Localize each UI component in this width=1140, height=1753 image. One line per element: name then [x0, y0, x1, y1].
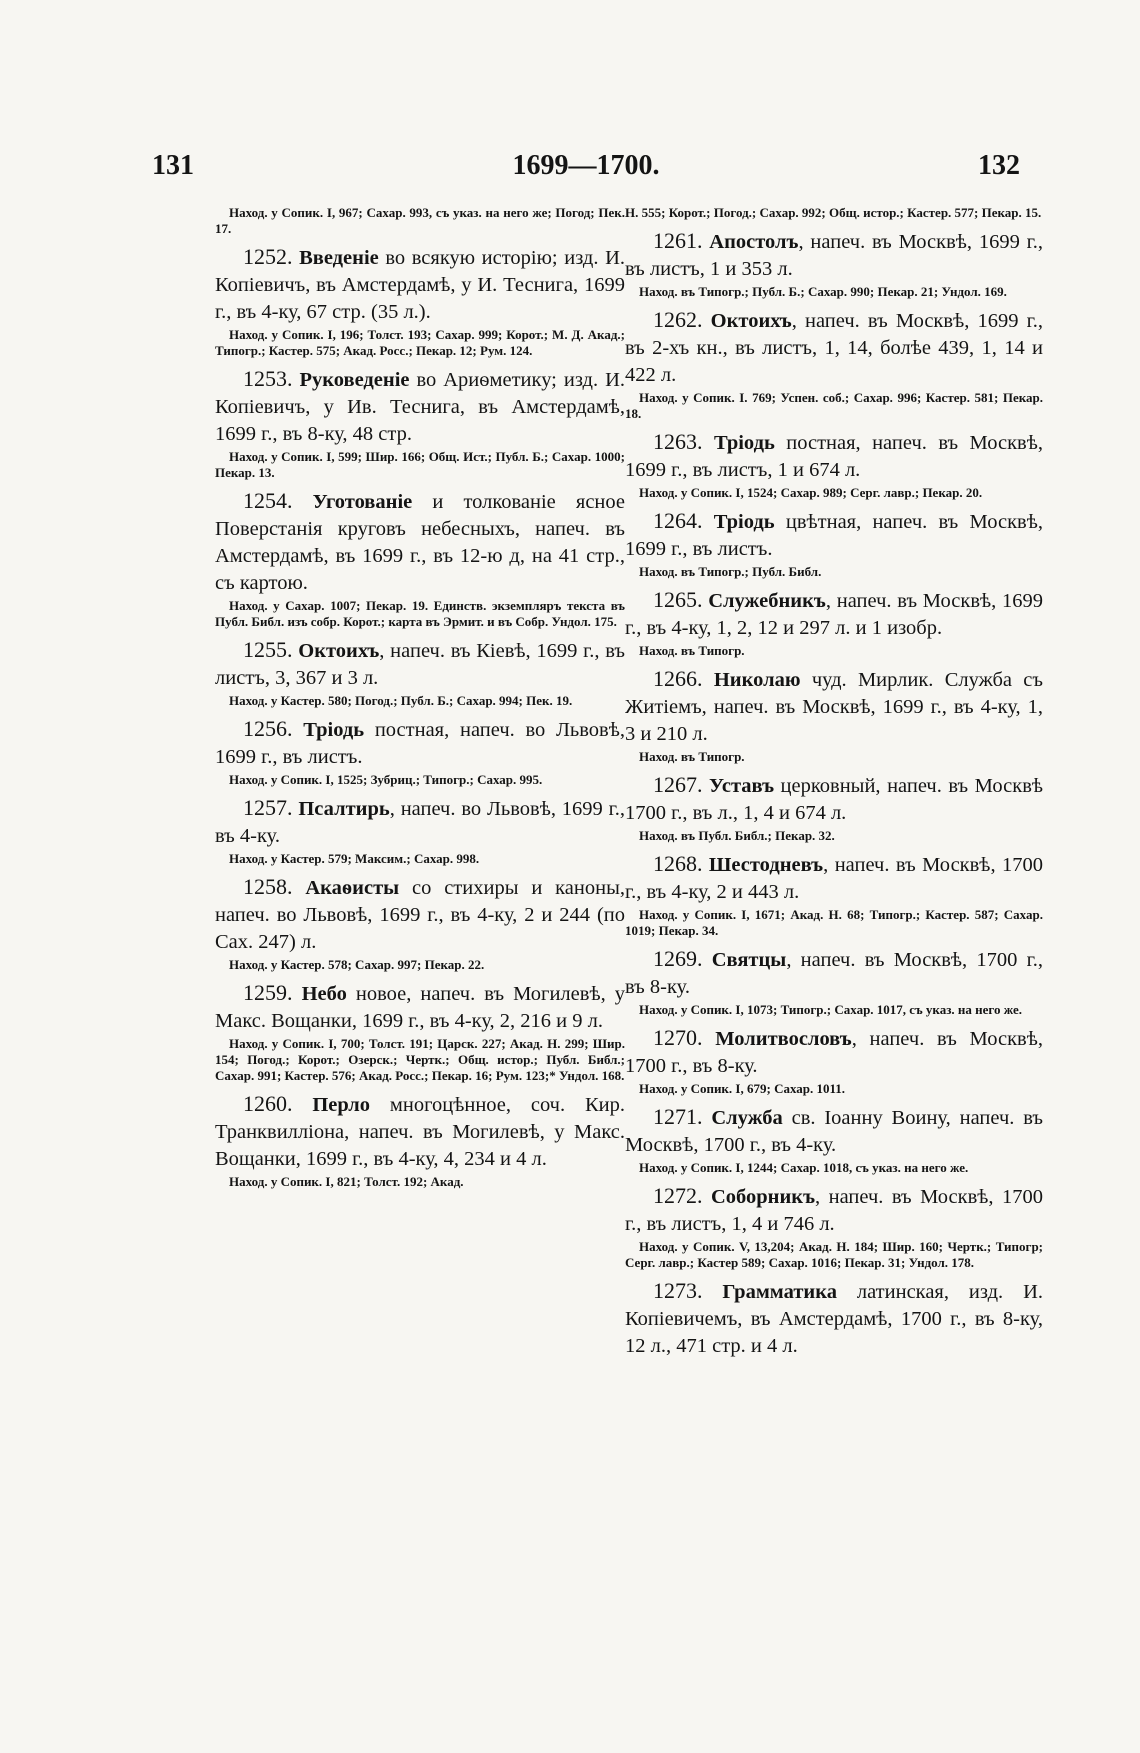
entry-title: Руковеденіе — [299, 369, 410, 391]
entry-details: , напеч. въ Москвѣ, 1700 г., въ 8-ку. — [625, 949, 1043, 998]
entry-number: 1264. — [653, 508, 703, 533]
entry-title: Октоихъ — [710, 310, 792, 332]
entry-details: чуд. Мирлик. Служба съ Житіемъ, напеч. въ Москвѣ, 1699 г., въ 4-ку, 1, 3 и 210 л. — [625, 669, 1044, 745]
entry-details: св. Іоанну Воину, напеч. въ Москвѣ, 1700 г., въ 4-ку. — [625, 1107, 1044, 1156]
entry-description — [215, 243, 625, 326]
entry-number: 1267. — [653, 772, 703, 797]
left-page-number: 131 — [152, 150, 194, 181]
entry-description — [625, 1277, 1043, 1360]
entry-details: во Ариѳметику; изд. И. Копіевичъ, у Ив. Теснига, въ Амстердамѣ, 1699 г., въ 8-ку, 48 стр. — [215, 369, 626, 445]
catalog-entry — [625, 1182, 1043, 1271]
entry-locations: Наход. въ Типогр.; Публ. Библ. — [639, 564, 822, 579]
entry-description — [215, 979, 625, 1035]
catalog-entry — [625, 306, 1043, 422]
entry-details: постная, напеч. во Львовѣ, 1699 г., въ листъ. — [215, 719, 625, 768]
entry-number: 1252. — [243, 244, 293, 269]
entry-details: латинская, изд. И. Копіевичемъ, въ Амстердамѣ, 1700 г., въ 8-ку, 12 л., 471 стр. и 4 л. — [625, 1281, 1043, 1357]
entry-details: , напеч. въ Москвѣ, 1699 г., въ 4-ку, 1, 2, 12 и 297 л. и 1 изобр. — [625, 590, 1043, 639]
entry-title: Николаю — [713, 669, 801, 691]
entry-description — [215, 487, 625, 597]
entry-description — [625, 1103, 1043, 1159]
entry-details: , напеч. въ Москвѣ, 1699 г., въ листъ, 1 и 353 л. — [625, 231, 1043, 280]
catalog-entry — [625, 507, 1043, 580]
entry-details: церковный, напеч. въ Москвѣ 1700 г., въ л., 1, 4 и 674 л. — [625, 775, 1043, 824]
entry-title: Святцы — [711, 949, 787, 971]
entry-title: Уготованіе — [312, 491, 413, 513]
entry-locations: Наход. въ Типогр. — [639, 749, 745, 764]
entry-locations: Наход. у Сопик. V, 13,204; Акад. Н. 184; Шир. 160; Чертк.; Типогр; Серг. лавр.; Кастер 589; Сахар. 1016; Пекар. 31; Ундол. 178. — [625, 1239, 1043, 1270]
catalog-entry — [625, 850, 1043, 939]
entry-number: 1266. — [653, 666, 703, 691]
entry-locations: Наход. у Сопик. I, 679; Сахар. 1011. — [639, 1081, 846, 1096]
entry-description — [625, 507, 1043, 563]
entry-title: Апостолъ — [709, 231, 799, 253]
entry-description — [215, 794, 625, 850]
entry-locations: Наход. у Сопик. I, 1671; Акад. Н. 68; Типогр.; Кастер. 587; Сахар. 1019; Пекар. 34. — [625, 907, 1043, 938]
entry-title: Служба — [711, 1107, 783, 1129]
catalog-entry — [625, 1103, 1043, 1176]
entry-number: 1262. — [653, 307, 703, 332]
entry-locations: Наход. у Кастер. 579; Максим.; Сахар. 998. — [229, 851, 480, 866]
entry-title: Тріодь — [713, 511, 775, 533]
entry-number: 1259. — [243, 980, 293, 1005]
entry-details: , напеч. въ Москвѣ, 1700 г., въ 4-ку, 2 и 443 л. — [625, 854, 1043, 903]
entry-title: Небо — [301, 983, 347, 1005]
entry-title: Псалтирь — [298, 798, 390, 820]
page-header — [152, 150, 1020, 190]
entry-number: 1273. — [653, 1278, 703, 1303]
entry-locations: Наход. у Сахар. 1007; Пекар. 19. Единств. экземпляръ текста въ Публ. Библ. изъ собр. Корот.; карта въ Эрмит. и въ Собр. Ундол. 175. — [215, 598, 625, 629]
running-title: 1699—1700. — [512, 150, 660, 181]
entry-title: Шестодневъ — [708, 854, 824, 876]
catalog-entry — [215, 365, 625, 481]
catalog-entry — [215, 873, 625, 973]
entry-description — [625, 1024, 1043, 1080]
entry-description — [625, 945, 1043, 1001]
entry-details: со стихиры и каноны, напеч. во Львовѣ, 1699 г., въ 4-ку, 2 и 244 (по Сах. 247) л. — [215, 877, 625, 953]
entry-description — [215, 715, 625, 771]
continuation-text: Наход. у Сопик. I, 967; Сахар. 993, съ указ. на него же; Погод; Пек. 17. — [215, 205, 625, 236]
entry-details: , напеч. въ Москвѣ, 1700 г., въ 8-ку. — [625, 1028, 1043, 1077]
catalog-entry — [215, 243, 625, 359]
entry-title: Введеніе — [299, 247, 379, 269]
entry-description — [625, 771, 1043, 827]
entry-details: , напеч. въ Москвѣ, 1700 г., въ листъ, 1, 4 и 746 л. — [625, 1186, 1043, 1235]
continuation-text: Н. 555; Корот.; Погод.; Сахар. 992; Общ. истор.; Кастер. 577; Пекар. 15. — [625, 205, 1042, 220]
entry-title: Тріодь — [303, 719, 365, 741]
entry-locations: Наход. у Сопик. I. 769; Успен. соб.; Сахар. 996; Кастер. 581; Пекар. 18. — [625, 390, 1043, 421]
entry-description — [215, 1090, 625, 1173]
entry-number: 1270. — [653, 1025, 703, 1050]
catalog-entry — [625, 1024, 1043, 1097]
entry-locations: Наход. въ Публ. Библ.; Пекар. 32. — [639, 828, 835, 843]
entry-locations: Наход. у Сопик. I, 1525; Зубриц.; Типогр.; Сахар. 995. — [229, 772, 543, 787]
catalog-entry — [215, 1090, 625, 1190]
entry-description — [625, 227, 1043, 283]
catalog-entry — [215, 794, 625, 867]
entry-description — [625, 1182, 1043, 1238]
entry-title: Октоихъ — [298, 640, 380, 662]
catalog-entry — [625, 586, 1043, 659]
entry-number: 1257. — [243, 795, 293, 820]
entry-locations: Наход. у Сопик. I, 1524; Сахар. 989; Серг. лавр.; Пекар. 20. — [639, 485, 983, 500]
entry-number: 1261. — [653, 228, 703, 253]
catalog-entry — [625, 665, 1043, 765]
entry-number: 1263. — [653, 429, 703, 454]
right-page-number: 132 — [978, 150, 1020, 181]
entry-locations: Наход. у Сопик. I, 1244; Сахар. 1018, съ указ. на него же. — [639, 1160, 969, 1175]
entry-title: Акаѳисты — [305, 877, 400, 899]
catalog-entry — [625, 945, 1043, 1018]
entry-number: 1269. — [653, 946, 703, 971]
entry-title: Грамматика — [722, 1281, 837, 1303]
entry-number: 1258. — [243, 874, 293, 899]
entry-title: Молитвословъ — [715, 1028, 852, 1050]
entry-details: цвѣтная, напеч. въ Москвѣ, 1699 г., въ листъ. — [625, 511, 1043, 560]
entry-description — [625, 306, 1043, 389]
entry-description — [625, 428, 1043, 484]
entry-number: 1260. — [243, 1091, 293, 1116]
entry-description — [625, 665, 1043, 748]
entry-locations: Наход. въ Типогр.; Публ. Б.; Сахар. 990; Пекар. 21; Ундол. 169. — [639, 284, 1007, 299]
entry-details: новое, напеч. въ Могилевѣ, у Макс. Вощанки, 1699 г., въ 4-ку, 2, 216 и 9 л. — [215, 983, 625, 1032]
entry-title: Соборникъ — [710, 1186, 816, 1208]
entry-locations: Наход. у Сопик. I, 1073; Типогр.; Сахар. 1017, съ указ. на него же. — [639, 1002, 1023, 1017]
entry-locations: Наход. у Сопик. I, 821; Толст. 192; Акад. — [229, 1174, 464, 1189]
entry-title: Тріодь — [713, 432, 775, 454]
entry-details: и толкованіе ясное Поверстанія круговъ небесныхъ, напеч. въ Амстердамѣ, въ 1699 г., въ 12-ю д, на 41 стр., съ картою. — [215, 491, 625, 594]
left-column — [215, 205, 625, 1196]
entry-details: многоцѣнное, соч. Кир. Транквилліона, напеч. въ Могилевѣ, у Макс. Вощанки, 1699 г., въ 4-ку, 4, 234 и 4 л. — [215, 1094, 625, 1170]
entry-locations: Наход. въ Типогр. — [639, 643, 745, 658]
entry-locations: Наход. у Кастер. 580; Погод.; Публ. Б.; Сахар. 994; Пек. 19. — [229, 693, 573, 708]
entry-number: 1272. — [653, 1183, 703, 1208]
catalog-entry — [215, 636, 625, 709]
right-column — [625, 205, 1043, 1366]
catalog-entry — [215, 715, 625, 788]
entry-locations: Наход. у Кастер. 578; Сахар. 997; Пекар. 22. — [229, 957, 485, 972]
entry-title: Уставъ — [709, 775, 775, 797]
entry-locations: Наход. у Сопик. I, 700; Толст. 191; Царск. 227; Акад. Н. 299; Шир. 154; Погод.; Корот.; Озерск.; Чертк.; Общ. истор.; Публ. Библ.; Сахар. 991; Кастер. 576; Акад. Росс.; Пекар. 16; Рум. 123;* Ундол. 168. — [215, 1036, 625, 1083]
entry-locations: Наход. у Сопик. I, 196; Толст. 193; Сахар. 999; Корот.; М. Д. Акад.; Типогр.; Кастер. 575; Акад. Росс.; Пекар. 12; Рум. 124. — [215, 327, 625, 358]
catalog-entry — [215, 487, 625, 630]
entry-number: 1268. — [653, 851, 703, 876]
entry-number: 1256. — [243, 716, 293, 741]
catalog-entry — [625, 1277, 1043, 1360]
entry-description — [215, 636, 625, 692]
catalog-entry — [215, 979, 625, 1084]
entry-title: Перло — [312, 1094, 371, 1116]
entry-details: постная, напеч. въ Москвѣ, 1699 г., въ листъ, 1 и 674 л. — [625, 432, 1043, 481]
entry-description — [625, 586, 1043, 642]
entry-description — [625, 850, 1043, 906]
entry-title: Служебникъ — [708, 590, 826, 612]
entry-number: 1265. — [653, 587, 703, 612]
entry-number: 1254. — [243, 488, 293, 513]
catalog-entry — [625, 428, 1043, 501]
entry-number: 1271. — [653, 1104, 703, 1129]
entry-locations: Наход. у Сопик. I, 599; Шир. 166; Общ. Ист.; Публ. Б.; Сахар. 1000; Пекар. 13. — [215, 449, 625, 480]
entry-details: , напеч. въ Кіевѣ, 1699 г., въ листъ, 3, 367 и 3 л. — [215, 640, 625, 689]
catalog-entry — [625, 227, 1043, 300]
entry-number: 1255. — [243, 637, 293, 662]
catalog-entry — [625, 771, 1043, 844]
entry-details: во всякую исторію; изд. И. Копіевичъ, въ Амстердамѣ, у И. Теснига, 1699 г., въ 4-ку, 67 стр. (35 л.). — [215, 247, 626, 323]
entry-details: , напеч. во Львовѣ, 1699 г., въ 4-ку. — [215, 798, 626, 847]
entry-details: , напеч. въ Москвѣ, 1699 г., въ 2-хъ кн., въ листъ, 1, 14, болѣе 439, 1, 14 и 422 л. — [625, 310, 1043, 386]
entry-description — [215, 873, 625, 956]
entry-number: 1253. — [243, 366, 293, 391]
entry-description — [215, 365, 625, 448]
